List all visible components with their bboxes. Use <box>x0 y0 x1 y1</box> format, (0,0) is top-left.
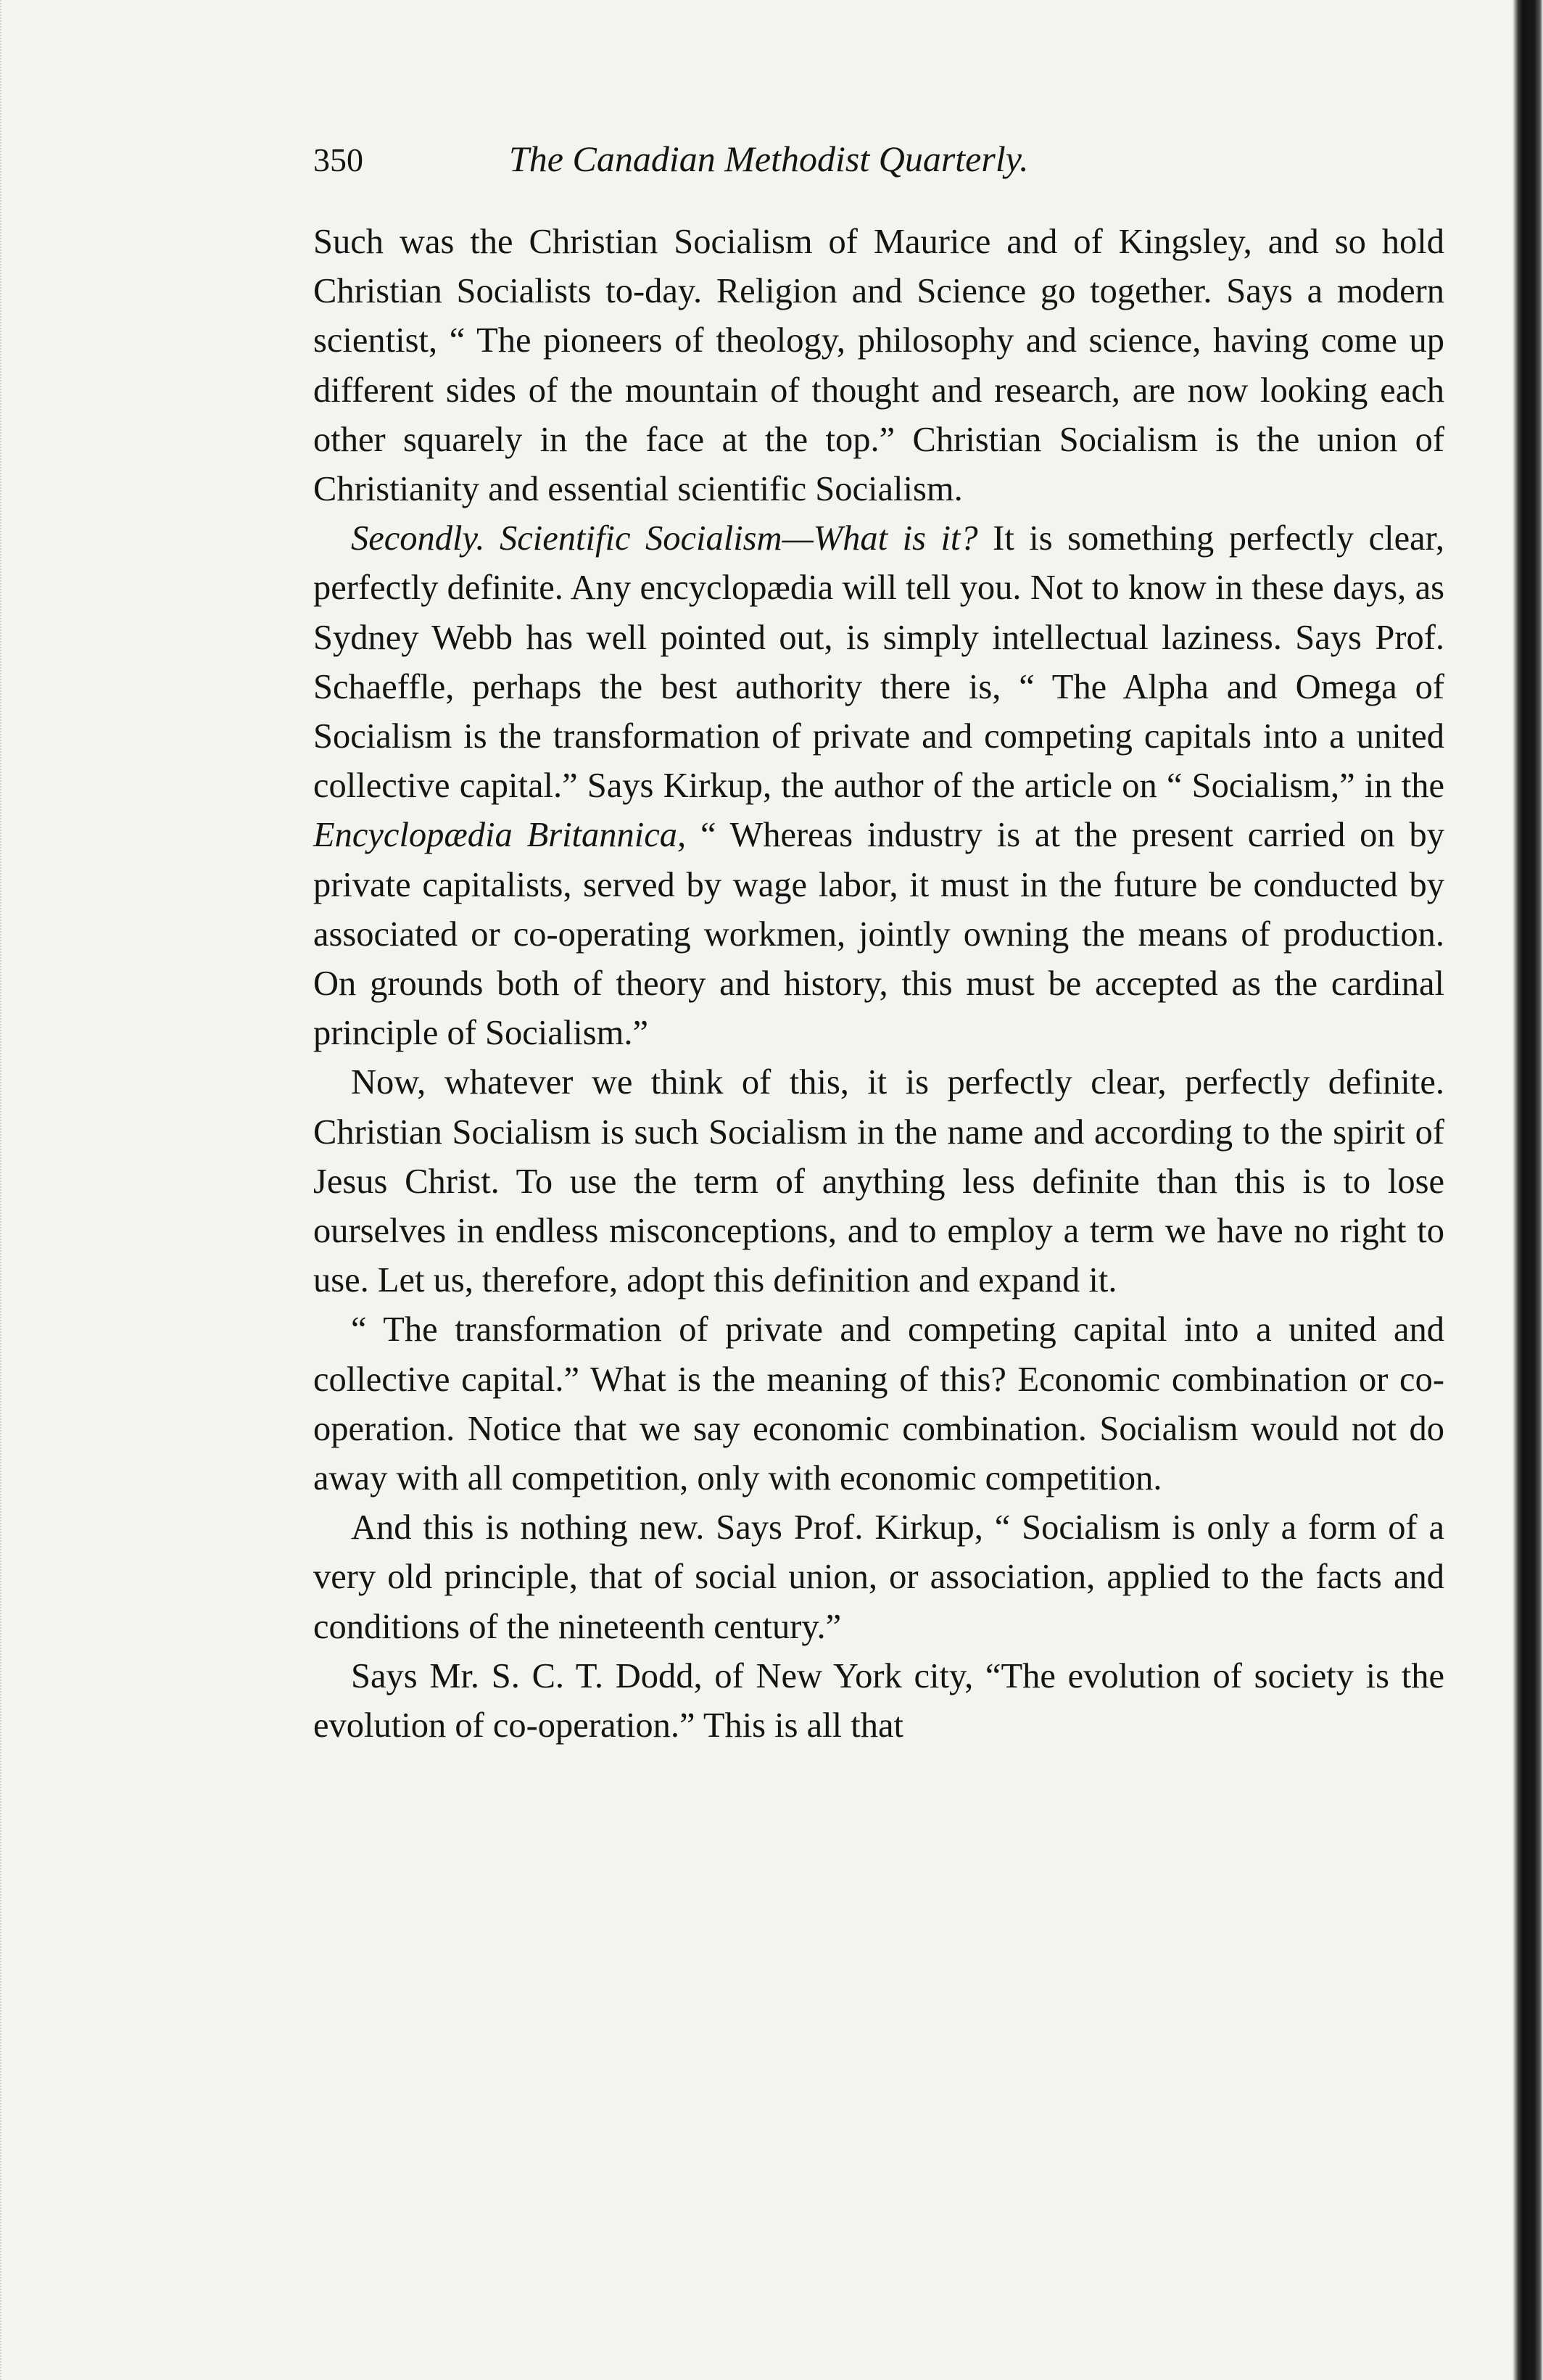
page-number: 350 <box>313 141 363 178</box>
section-lead: Secondly. Scientific Socialism—What is it? <box>351 519 978 558</box>
paragraph-text: It is something perfectly clear, perfectly definite. Any encyclopædia will tell you. Not to know in these days, as Sydney Webb has well pointed out, is simply intellectual laziness. Says Prof. Schaeffle, perhaps the best authority there is, “ The Alpha and Omega of Socialism is the transformation of private and competing capitals into a united collective capital.” Says Kirkup, the author of the article on “ Socialism,” in the <box>313 519 1444 806</box>
scan-binding-edge <box>1513 0 1543 2380</box>
article-body <box>313 218 1444 1751</box>
paragraph-kirkup-quote: And this is nothing new. Says Prof. Kirkup, “ Socialism is only a form of a very old principle, that of social union, or association, applied to the facts and conditions of the nineteenth century.” <box>313 1508 1444 1646</box>
paragraph-dodd-quote: Says Mr. S. C. T. Dodd, of New York city, “The evolution of society is the evolution of co-operation.” This is all that <box>313 1656 1444 1745</box>
encyclopaedia-title: Encyclopædia Britannica, <box>313 816 687 855</box>
running-head <box>313 138 1444 180</box>
paragraph-text-continued: “ Whereas industry is at the present carried on by private capitalists, served by wage labor, it must in the future be conducted by associated or co-operating workmen, jointly owning the means of production. On grounds both of theory and history, this must be accepted as the cardinal principle of Socialism.” <box>313 816 1444 1053</box>
paragraph-transformation: “ The transformation of private and competing capital into a united and collective capital.” What is the meaning of this? Economic combination or co-operation. Notice that we say economic combination. Socialism would not do away with all competition, only with economic competition. <box>313 1310 1444 1498</box>
book-page <box>313 138 1444 1751</box>
paragraph-scientific-socialism <box>313 514 1444 1058</box>
journal-title: The Canadian Methodist Quarterly. <box>509 139 1029 179</box>
paragraph-definition: Now, whatever we think of this, it is perfectly clear, perfectly definite. Christian Socialism is such Socialism in the name and according to the spirit of Jesus Christ. To use the term of anything less definite than this is to lose ourselves in endless misconceptions, and to employ a term we have no right to use. Let us, therefore, adopt this definition and expand it. <box>313 1063 1444 1300</box>
paragraph-christian-socialism: Such was the Christian Socialism of Maurice and of Kingsley, and so hold Christian Socialists to-day. Religion and Science go together. Says a modern scientist, “ The pioneers of theology, philosophy and science, having come up different sides of the mountain of thought and research, are now looking each other squarely in the face at the top.” Christian Socialism is the union of Christianity and essential scientific Socialism. <box>313 223 1444 509</box>
scan-margin-marks <box>0 0 45 2380</box>
